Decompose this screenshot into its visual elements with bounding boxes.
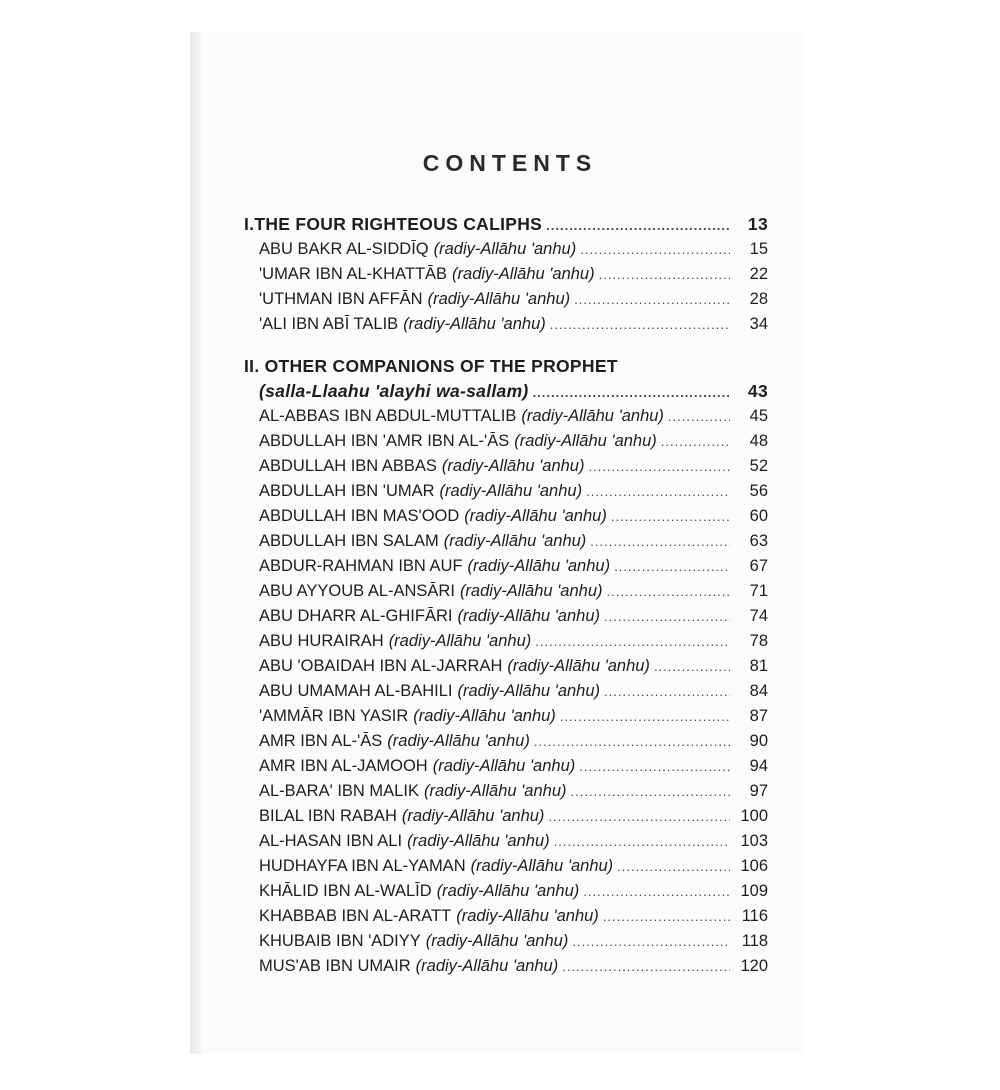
entry-name: KHABBAB IBN AL-ARATT [259,907,452,925]
page-number: 34 [749,315,768,333]
heading-honorific: (salla-Llaahu 'alayhi wa-sallam) [259,381,529,401]
page-number: 71 [749,582,768,600]
toc-entry[interactable] [244,779,768,804]
entry-name: ABU AYYOUB AL-ANSĀRI [259,582,455,600]
leader-dots [590,529,730,554]
entry-honorific: (radiy-Allāhu 'anhu) [432,757,576,775]
leader-dots [579,754,730,779]
entry-name: ABU BAKR AL-SIDDĪQ [259,240,429,258]
entry-name: 'UMAR IBN AL-KHATTĀB [259,265,448,283]
toc-entry[interactable] [244,237,768,262]
leader-dots [560,704,730,729]
toc-entry[interactable] [244,554,768,579]
entry-name: ABU 'OBAIDAH IBN AL-JARRAH [259,657,503,675]
toc-entry[interactable] [244,954,768,979]
page-number: 87 [749,707,768,725]
page-number: 60 [749,507,768,525]
leader-dots [614,554,730,579]
toc-entry[interactable] [244,404,768,429]
entry-honorific: (radiy-Allāhu 'anhu) [521,407,664,425]
leader-dots [611,504,730,529]
page-number: 43 [747,381,768,401]
leader-dots [534,729,730,754]
toc-entry[interactable] [244,287,768,312]
page-number: 22 [749,265,768,283]
entry-name: ABDULLAH IBN 'AMR IBN AL-'ĀS [259,432,510,450]
page-number: 90 [749,732,768,750]
leader-dots [604,679,730,704]
entry-honorific: (radiy-Allāhu 'anhu) [415,957,559,975]
page-number: 109 [740,882,768,900]
entry-name: KHĀLID IBN AL-WALĪD [259,882,432,900]
entry-name: ABDULLAH IBN ABBAS [259,457,437,475]
leader-dots [588,454,730,479]
leader-dots [617,854,730,879]
leader-dots [550,312,730,337]
page-number: 103 [740,832,768,850]
leader-dots [668,404,730,429]
entry-name: HUDHAYFA IBN AL-YAMAN [259,857,466,875]
entry-honorific: (radiy-Allāhu 'anhu) [413,707,556,725]
toc-entry[interactable] [244,579,768,604]
page-number: 56 [749,482,768,500]
toc-entry[interactable] [244,929,768,954]
leader-dots [654,654,730,679]
entry-honorific: (radiy-Allāhu 'anhu) [467,557,611,575]
entry-honorific: (radiy-Allāhu 'anhu) [464,507,607,525]
entry-name: AL-HASAN IBN ALI [259,832,403,850]
toc-entry[interactable] [244,262,768,287]
entry-name: ABU DHARR AL-GHIFĀRI [259,607,453,625]
page-number: 45 [749,407,768,425]
entry-honorific: (radiy-Allāhu 'anhu) [425,932,569,950]
entry-name: 'ALI IBN ABĪ TALIB [259,315,399,333]
toc-entry[interactable] [244,829,768,854]
toc-heading[interactable] [244,354,768,379]
toc-entry[interactable] [244,729,768,754]
entry-name: KHUBAIB IBN 'ADIYY [259,932,421,950]
page-number: 97 [749,782,768,800]
entry-name: AMR IBN AL-'ĀS [259,732,383,750]
leader-dots [580,237,730,262]
leader-dots [554,829,730,854]
toc-entry[interactable] [244,604,768,629]
entry-honorific: (radiy-Allāhu 'anhu) [403,315,546,333]
leader-dots [574,287,730,312]
entry-honorific: (radiy-Allāhu 'anhu) [443,532,587,550]
section-heading-label: II. OTHER COMPANIONS OF THE PROPHET [244,356,618,376]
table-of-contents [244,212,768,979]
toc-entry[interactable] [244,704,768,729]
leader-dots [535,629,730,654]
entry-honorific: (radiy-Allāhu 'anhu) [452,265,595,283]
entry-name: 'UTHMAN IBN AFFĀN [259,290,423,308]
page-number: 78 [749,632,768,650]
entry-name: AL-ABBAS IBN ABDUL-MUTTALIB [259,407,517,425]
toc-entry[interactable] [244,754,768,779]
leader-dots [546,213,730,238]
entry-name: BILAL IBN RABAH [259,807,397,825]
toc-entry[interactable] [244,854,768,879]
entry-name: ABU UMAMAH AL-BAHILI [259,682,453,700]
toc-entry[interactable] [244,504,768,529]
toc-entry[interactable] [244,454,768,479]
entry-honorific: (radiy-Allāhu 'anhu) [427,290,571,308]
entry-name: ABU HURAIRAH [259,632,384,650]
entry-honorific: (radiy-Allāhu 'anhu) [436,882,580,900]
toc-entry[interactable] [244,654,768,679]
entry-name: AL-BARA' IBN MALIK [259,782,419,800]
page-edge-shadow [190,32,204,1054]
page-number: 63 [749,532,768,550]
entry-honorific: (radiy-Allāhu 'anhu) [459,582,603,600]
entry-honorific: (radiy-Allāhu 'anhu) [507,657,650,675]
page-number: 106 [740,857,768,875]
toc-entry[interactable] [244,804,768,829]
entry-honorific: (radiy-Allāhu 'anhu) [456,907,599,925]
toc-heading[interactable] [244,212,768,237]
entry-honorific: (radiy-Allāhu 'anhu) [457,682,601,700]
toc-entry[interactable] [244,312,768,337]
entry-honorific: (radiy-Allāhu 'anhu) [470,857,614,875]
entry-honorific: (radiy-Allāhu 'anhu) [387,732,530,750]
leader-dots [599,262,730,287]
leader-dots [571,779,730,804]
leader-dots [533,380,730,405]
entry-name: MUS'AB IBN UMAIR [259,957,411,975]
leader-dots [661,429,730,454]
page-title: CONTENTS [422,150,598,176]
leader-dots [572,929,730,954]
page-number: 28 [749,290,768,308]
entry-name: ABDULLAH IBN SALAM [259,532,439,550]
leader-dots [583,879,730,904]
entry-name: 'AMMĀR IBN YASIR [259,707,409,725]
entry-honorific: (radiy-Allāhu 'anhu) [401,807,545,825]
page-number: 94 [749,757,768,775]
toc-entry[interactable] [244,679,768,704]
toc-entry[interactable] [244,904,768,929]
leader-dots [607,579,731,604]
entry-name: AMR IBN AL-JAMOOH [259,757,428,775]
leader-dots [603,904,730,929]
toc-entry[interactable] [244,879,768,904]
entry-honorific: (radiy-Allāhu 'anhu) [514,432,657,450]
entry-honorific: (radiy-Allāhu 'anhu) [423,782,567,800]
entry-honorific: (radiy-Allāhu 'anhu) [433,240,577,258]
toc-entry[interactable] [244,529,768,554]
toc-entry[interactable] [244,629,768,654]
page-number: 120 [740,957,768,975]
toc-entry[interactable] [244,479,768,504]
page-number: 74 [749,607,768,625]
section-companions [244,354,768,979]
entry-name: ABDULLAH IBN MAS'OOD [259,507,460,525]
entry-honorific: (radiy-Allāhu 'anhu) [457,607,601,625]
page-number: 48 [749,432,768,450]
page-number: 116 [741,907,768,925]
page-number: 52 [749,457,768,475]
entry-name: ABDUR-RAHMAN IBN AUF [259,557,463,575]
entry-honorific: (radiy-Allāhu 'anhu) [441,457,585,475]
entry-honorific: (radiy-Allāhu 'anhu) [439,482,583,500]
section-caliphs [244,212,768,337]
page-number: 100 [740,807,768,825]
leader-dots [586,479,730,504]
entry-honorific: (radiy-Allāhu 'anhu) [407,832,550,850]
page-number: 118 [741,932,768,950]
entry-name: ABDULLAH IBN 'UMAR [259,482,435,500]
page-number: 67 [749,557,768,575]
page-number: 84 [749,682,768,700]
leader-dots [562,954,730,979]
leader-dots [548,804,730,829]
section-heading-label: I.THE FOUR RIGHTEOUS CALIPHS [244,214,543,234]
toc-heading-continuation[interactable] [244,379,768,404]
page-number: 81 [749,657,768,675]
entry-honorific: (radiy-Allāhu 'anhu) [388,632,532,650]
leader-dots [604,604,730,629]
page-number: 15 [749,240,768,258]
page-number: 13 [747,214,768,234]
toc-entry[interactable] [244,429,768,454]
